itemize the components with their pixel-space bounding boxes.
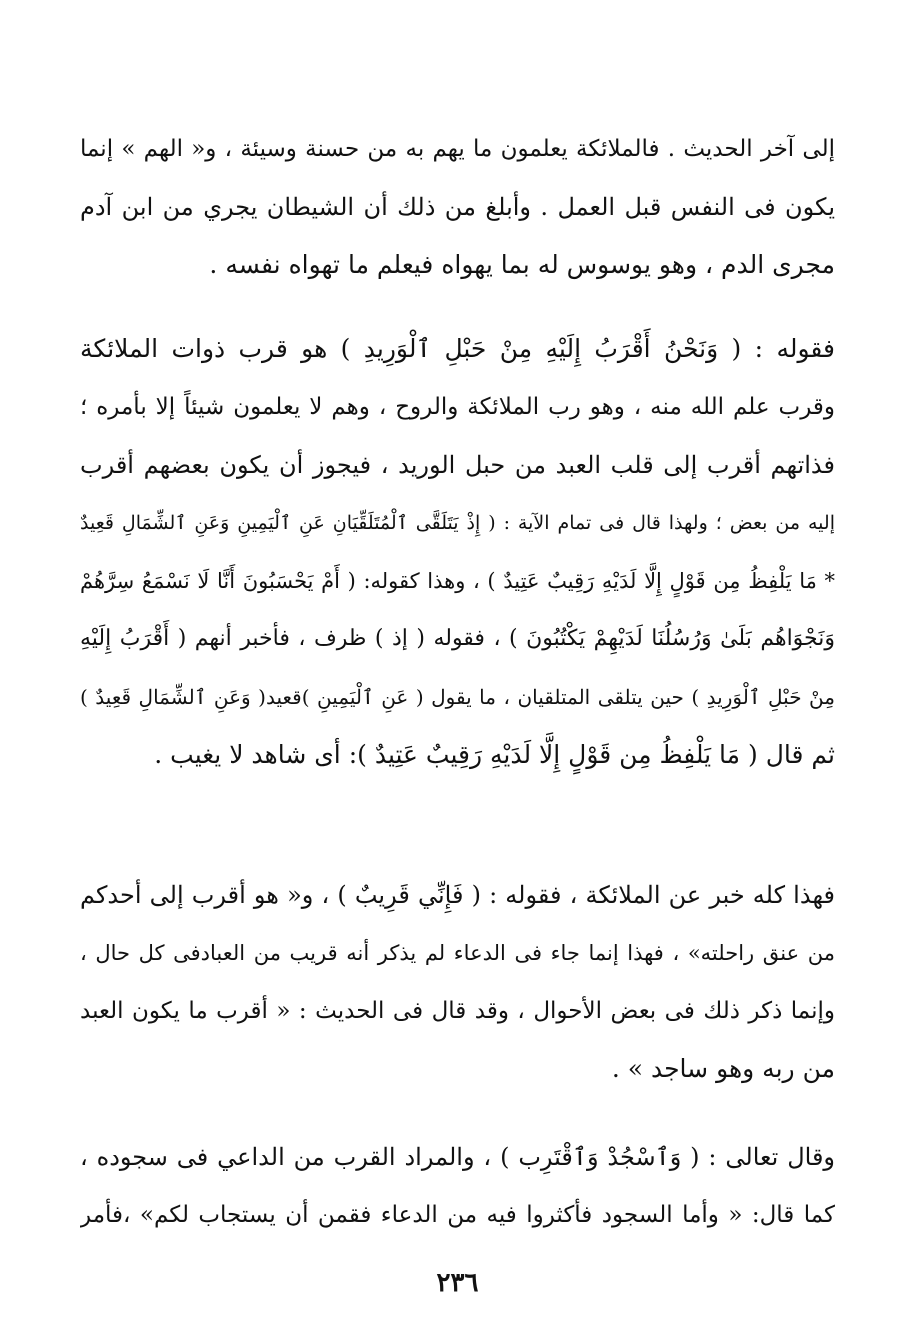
text-line: مجرى الدم ، وهو يوسوس له بما يهواه فيعلم ما تهواه نفسه . (209, 250, 835, 279)
page-number: ٢٣٦ (436, 1268, 479, 1298)
text-line: وإنما ذكر ذلك فى بعض الأحوال ، وقد قال فى الحديث : « أقرب ما يكون العبد (80, 998, 835, 1024)
text-line: إليه من بعض ؛ ولهذا قال فى تمام الآية : ( إِذْ يَتَلَقَّى ٱلْمُتَلَقِّيَانِ عَنِ ٱلْيَمِينِ وَعَنِ ٱلشِّمَالِ قَعِيدٌ (80, 512, 835, 534)
text-line: إلى آخر الحديث . فالملائكة يعلمون ما يهم به من حسنة وسيئة ، و« الهم » إنما (80, 136, 835, 162)
paragraph-3 (80, 866, 835, 1098)
text-line: وقرب علم الله منه ، وهو رب الملائكة والروح ، وهم لا يعلمون شيئاً إلا بأمره ؛ (80, 394, 835, 420)
text-line: فهذا كله خبر عن الملائكة ، فقوله : ( فَإِنِّي قَرِيبٌ ) ، و« هو أقرب إلى أحدكم (80, 881, 835, 909)
text-line: فذاتهم أقرب إلى قلب العبد من حبل الوريد ، فيجوز أن يكون بعضهم أقرب (80, 451, 835, 479)
text-line: فقوله : ( وَنَحْنُ أَقْرَبُ إِلَيْهِ مِنْ حَبْلِ ٱلْوَرِيدِ ) هو قرب ذوات الملائكة (80, 334, 835, 363)
text-line: * مَا يَلْفِظُ مِن قَوْلٍ إِلَّا لَدَيْهِ رَقِيبٌ عَتِيدٌ ) ، وهذا كقوله: ( أَمْ يَحْسَبُونَ أَنَّا لَا نَسْمَعُ سِرَّهُمْ (80, 569, 835, 593)
text-line: من عنق راحلته» ، فهذا إنما جاء فى الدعاء لم يذكر أنه قريب من العبادفى كل حال ، (80, 941, 835, 965)
text-line: وَنَجْوَاهُم بَلَىٰ وَرُسُلُنَا لَدَيْهِمْ يَكْتُبُونَ ) ، فقوله ( إذ ) ظرف ، فأخبر أنهم ( أَقْرَبُ إِلَيْهِ (80, 626, 835, 651)
paragraph-4 (80, 1128, 835, 1244)
text-line: يكون فى النفس قبل العمل . وأبلغ من ذلك أن الشيطان يجري من ابن آدم (80, 193, 835, 221)
paragraph-1 (80, 120, 835, 294)
text-line: ثم قال ( مَا يَلْفِظُ مِن قَوْلٍ إِلَّا لَدَيْهِ رَقِيبٌ عَتِيدٌ ): أى شاهد لا يغيب . (154, 740, 835, 769)
text-line: مِنْ حَبْلِ ٱلْوَرِيدِ ) حين يتلقى المتلقيان ، ما يقول ( عَنِ ٱلْيَمِينِ )قعيد( وَعَنِ ٱلشِّمَالِ قَعِيدٌ ) (80, 685, 835, 709)
text-line: وقال تعالى : ( وَٱسْجُدْ وَٱقْتَرِب ) ، والمراد القرب من الداعي فى سجوده ، (80, 1143, 835, 1171)
text-line: كما قال: « وأما السجود فأكثروا فيه من الدعاء فقمن أن يستجاب لكم» ،فأمر (80, 1202, 835, 1228)
paragraph-2 (80, 320, 835, 784)
text-line: من ربه وهو ساجد » . (611, 1054, 835, 1083)
